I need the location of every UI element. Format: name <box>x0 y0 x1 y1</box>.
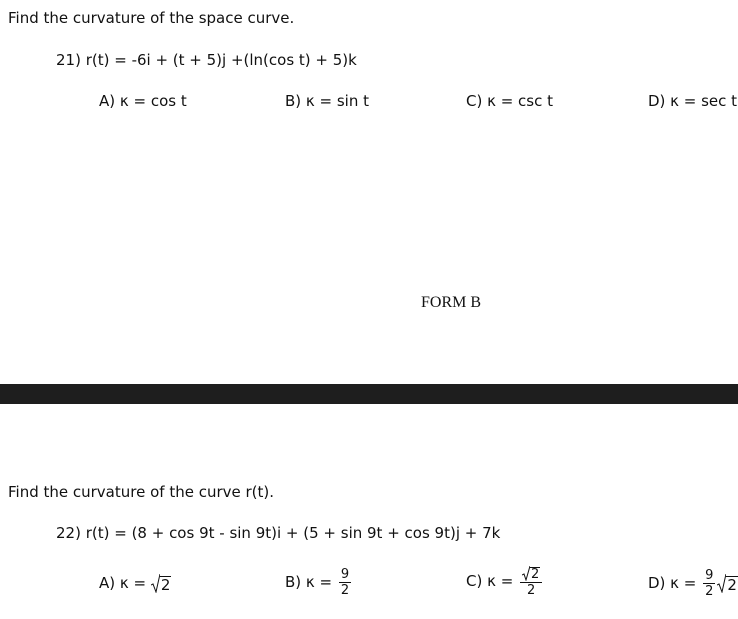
choice-22-a <box>99 574 171 593</box>
numerator <box>520 566 542 582</box>
denominator: 2 <box>527 583 536 598</box>
problem-22: 22) r(t) = (8 + cos 9t - sin 9t)i + (5 + sin 9t + cos 9t)j + 7k <box>56 524 501 542</box>
choice-22-b <box>285 568 353 597</box>
choice-22-a-prefix: A) κ = <box>99 574 151 592</box>
choice-22-d <box>648 569 738 598</box>
choice-21-c: C) κ = csc t <box>466 92 553 110</box>
sqrt-expression <box>717 574 738 593</box>
choice-22-d-prefix: D) κ = <box>648 574 702 592</box>
numerator: 9 <box>705 568 714 583</box>
problem-21: 21) r(t) = -6i + (t + 5)j +(ln(cos t) + 5)k <box>56 51 357 69</box>
numerator: 9 <box>340 567 350 582</box>
choice-22-c-prefix: C) κ = <box>466 572 519 590</box>
choice-21-b: B) κ = sin t <box>285 92 369 110</box>
choice-22-b-prefix: B) κ = <box>285 573 337 591</box>
fraction <box>520 566 542 597</box>
instruction-curvature-space-curve: Find the curvature of the space curve. <box>8 9 295 27</box>
denominator: 2 <box>705 584 714 599</box>
fraction <box>703 569 715 598</box>
form-label: FORM B <box>421 294 482 311</box>
choice-21-a: A) κ = cos t <box>99 92 187 110</box>
page-divider <box>0 384 738 404</box>
choice-21-d: D) κ = sec t <box>648 92 738 110</box>
instruction-curvature-curve: Find the curvature of the curve r(t). <box>8 483 275 501</box>
sqrt-expression <box>151 574 172 593</box>
denominator: 2 <box>340 583 350 598</box>
fraction <box>339 568 351 597</box>
radicand: 2 <box>160 576 171 594</box>
choice-22-c <box>466 566 544 597</box>
radicand: 2 <box>531 567 540 582</box>
radicand: 2 <box>727 576 737 594</box>
sqrt-expression <box>522 566 540 581</box>
